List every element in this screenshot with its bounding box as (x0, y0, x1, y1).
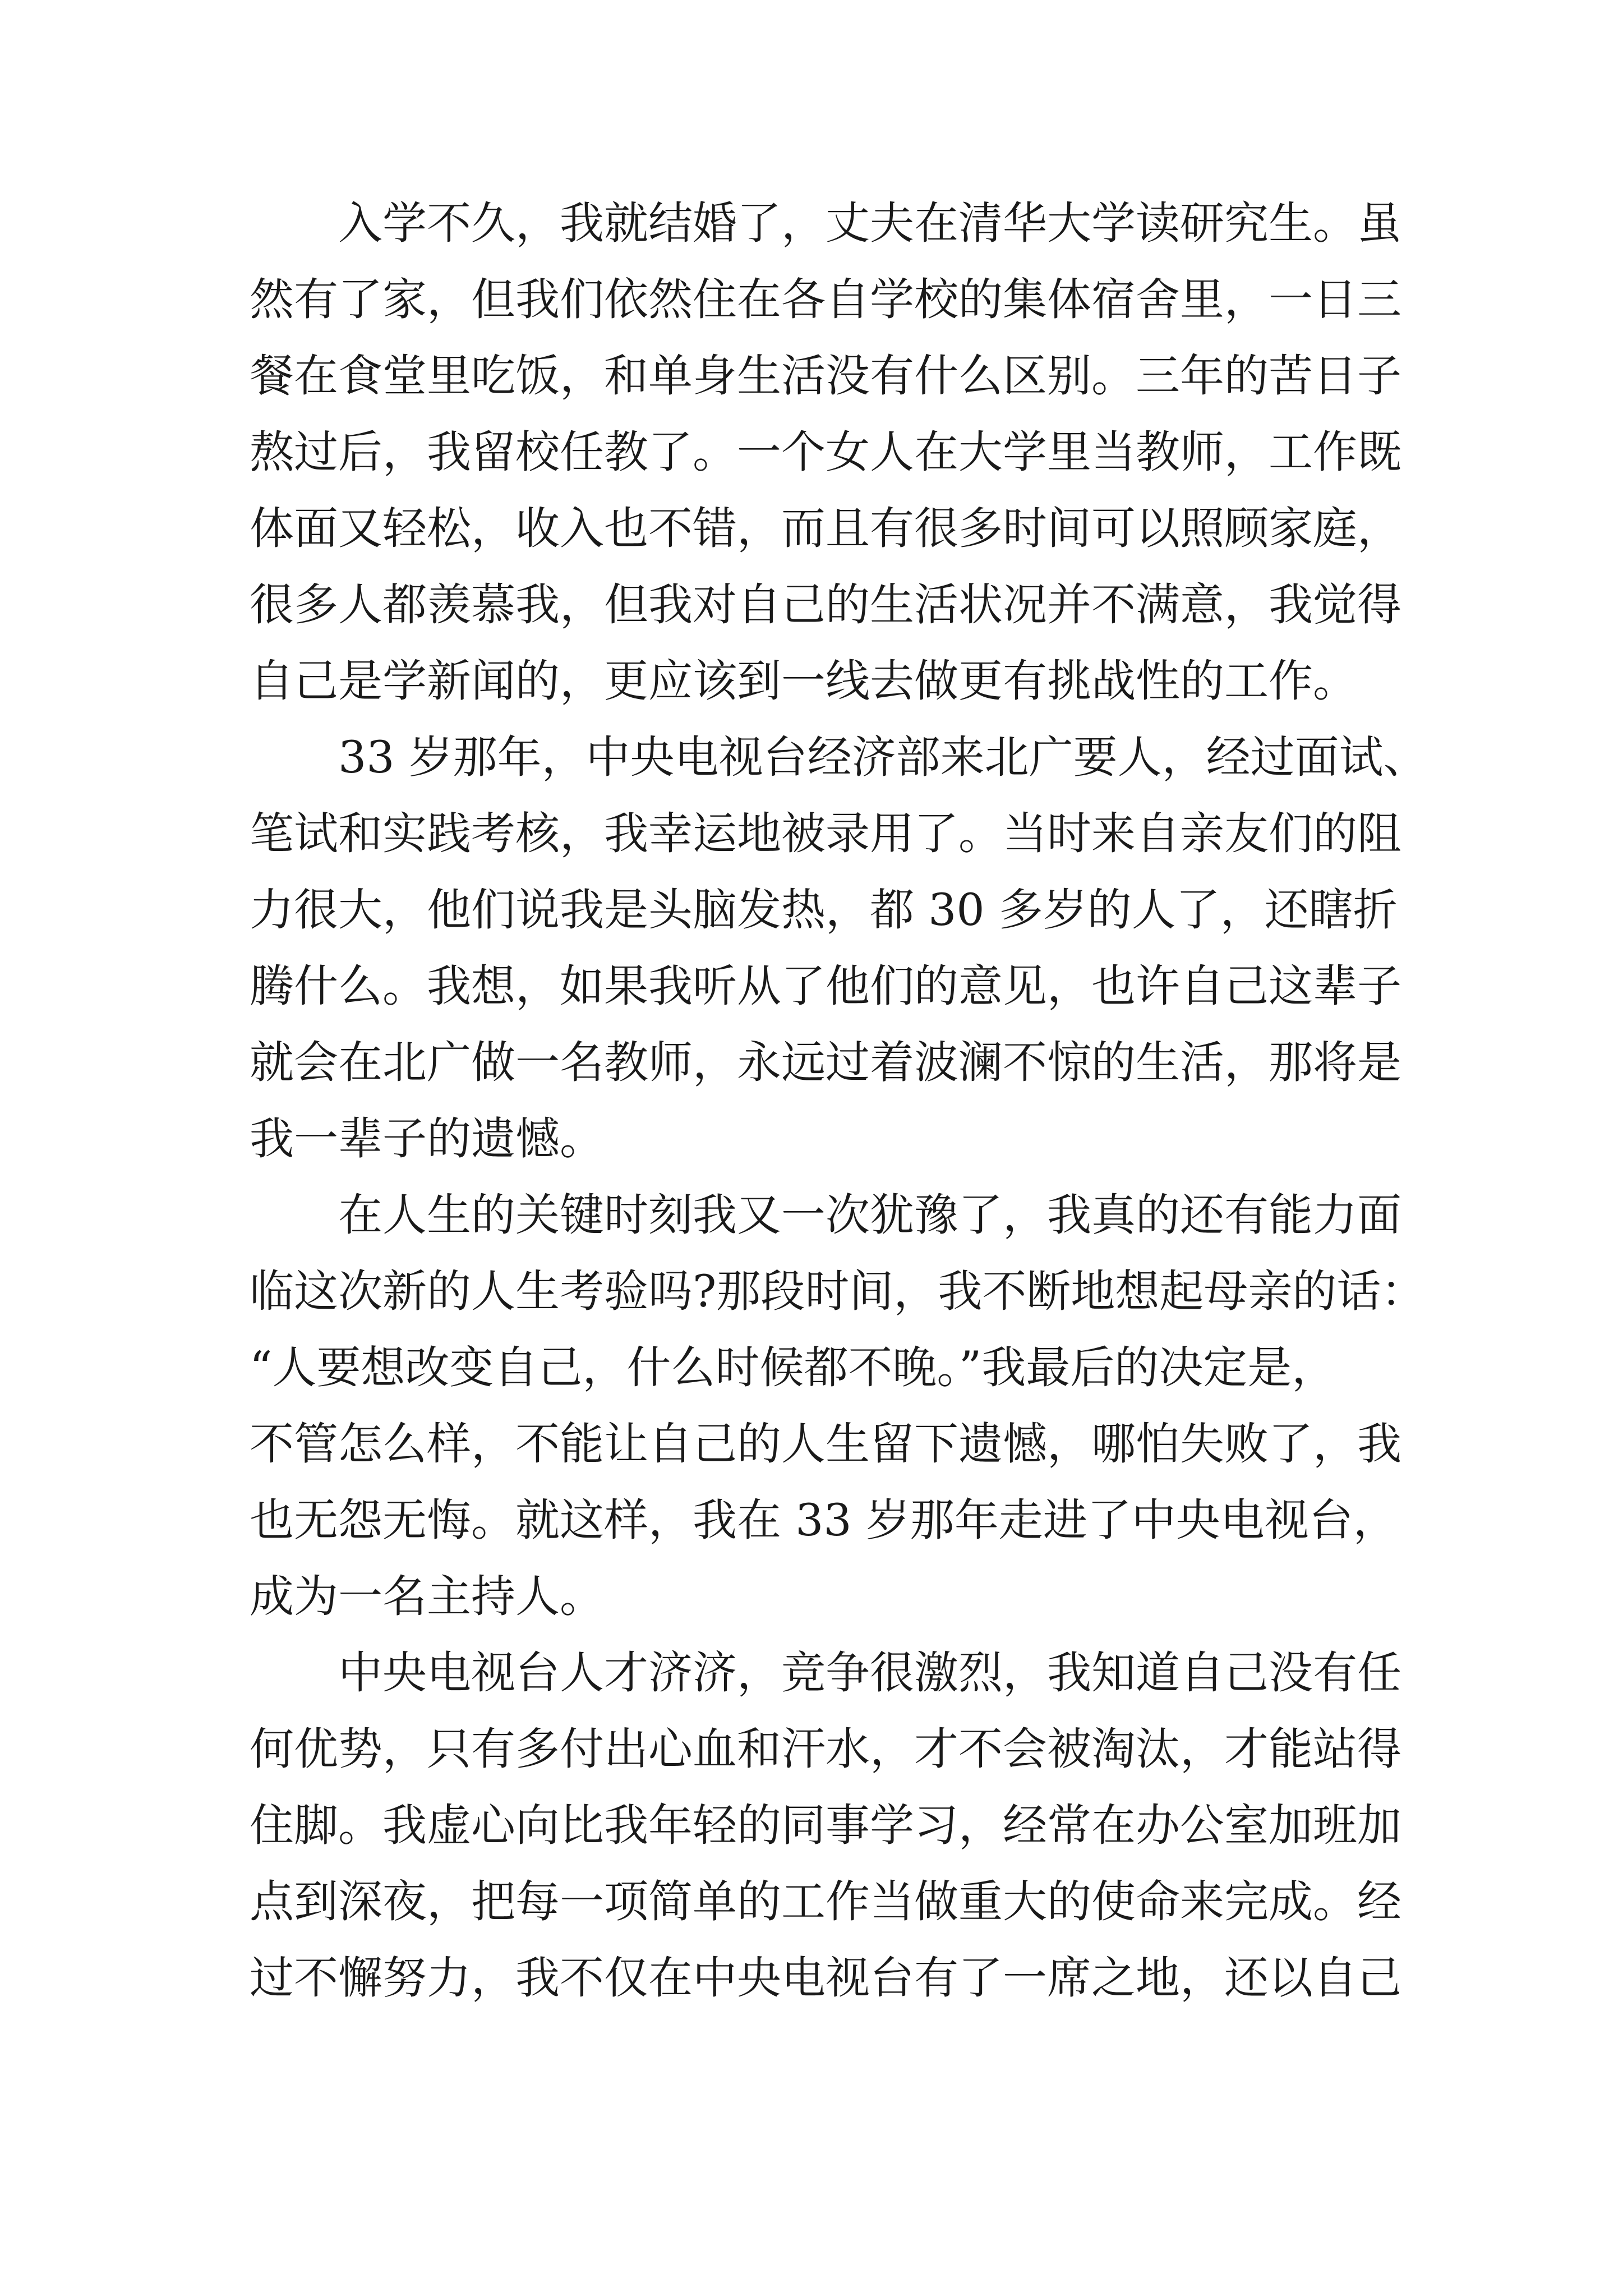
text-line: 临这次新的人生考验吗?那段时间，我不断地想起母亲的话： (250, 1266, 1426, 1317)
text-line: 住脚。我虚心向比我年轻的同事学习，经常在办公室加班加 (250, 1800, 1401, 1851)
text-line: 体面又轻松，收入也不错，而且有很多时间可以照顾家庭， (250, 503, 1401, 554)
text-line: 不管怎么样，不能让自己的人生留下遗憾，哪怕失败了，我 (250, 1418, 1401, 1470)
text-line: 何优势，只有多付出心血和汗水，才不会被淘汰，才能站得 (250, 1723, 1401, 1775)
text-line: 过不懈努力，我不仅在中央电视台有了一席之地，还以自己 (250, 1952, 1401, 2004)
text-line: 入学不久，我就结婚了，丈夫在清华大学读研究生。虽 (250, 197, 1401, 249)
text-line: 成为一名主持人。 (250, 1571, 604, 1622)
text-line: 在人生的关键时刻我又一次犹豫了，我真的还有能力面 (250, 1189, 1401, 1241)
text-line: 我一辈子的遗憾。 (250, 1113, 604, 1165)
text-line: 就会在北广做一名教师，永远过着波澜不惊的生活，那将是 (250, 1037, 1401, 1088)
text-line: 熬过后，我留校任教了。一个女人在大学里当教师，工作既 (250, 426, 1401, 478)
text-line: 很多人都羡慕我，但我对自己的生活状况并不满意，我觉得 (250, 579, 1401, 631)
text-line: 也无怨无悔。就这样，我在 33 岁那年走进了中央电视台， (250, 1494, 1398, 1546)
text-line: 腾什么。我想，如果我听从了他们的意见，也许自己这辈子 (250, 960, 1401, 1012)
text-line: 自己是学新闻的，更应该到一线去做更有挑战性的工作。 (250, 655, 1357, 707)
text-line: 中央电视台人才济济，竞争很激烈，我知道自己没有任 (250, 1647, 1401, 1699)
text-line: 餐在食堂里吃饭，和单身生活没有什么区别。三年的苦日子 (250, 350, 1401, 402)
text-line: 笔试和实践考核，我幸运地被录用了。当时来自亲友们的阻 (250, 808, 1401, 859)
text-line: 然有了家，但我们依然住在各自学校的集体宿舍里，一日三 (250, 274, 1401, 325)
text-line: “人要想改变自己，什么时候都不晚。”我最后的决定是， (250, 1342, 1336, 1393)
text-line: 力很大，他们说我是头脑发热，都 30 多岁的人了，还瞎折 (250, 884, 1398, 936)
text-line: 点到深夜，把每一项简单的工作当做重大的使命来完成。经 (250, 1876, 1401, 1927)
text-line: 33 岁那年，中央电视台经济部来北广要人，经过面试、 (250, 731, 1428, 783)
